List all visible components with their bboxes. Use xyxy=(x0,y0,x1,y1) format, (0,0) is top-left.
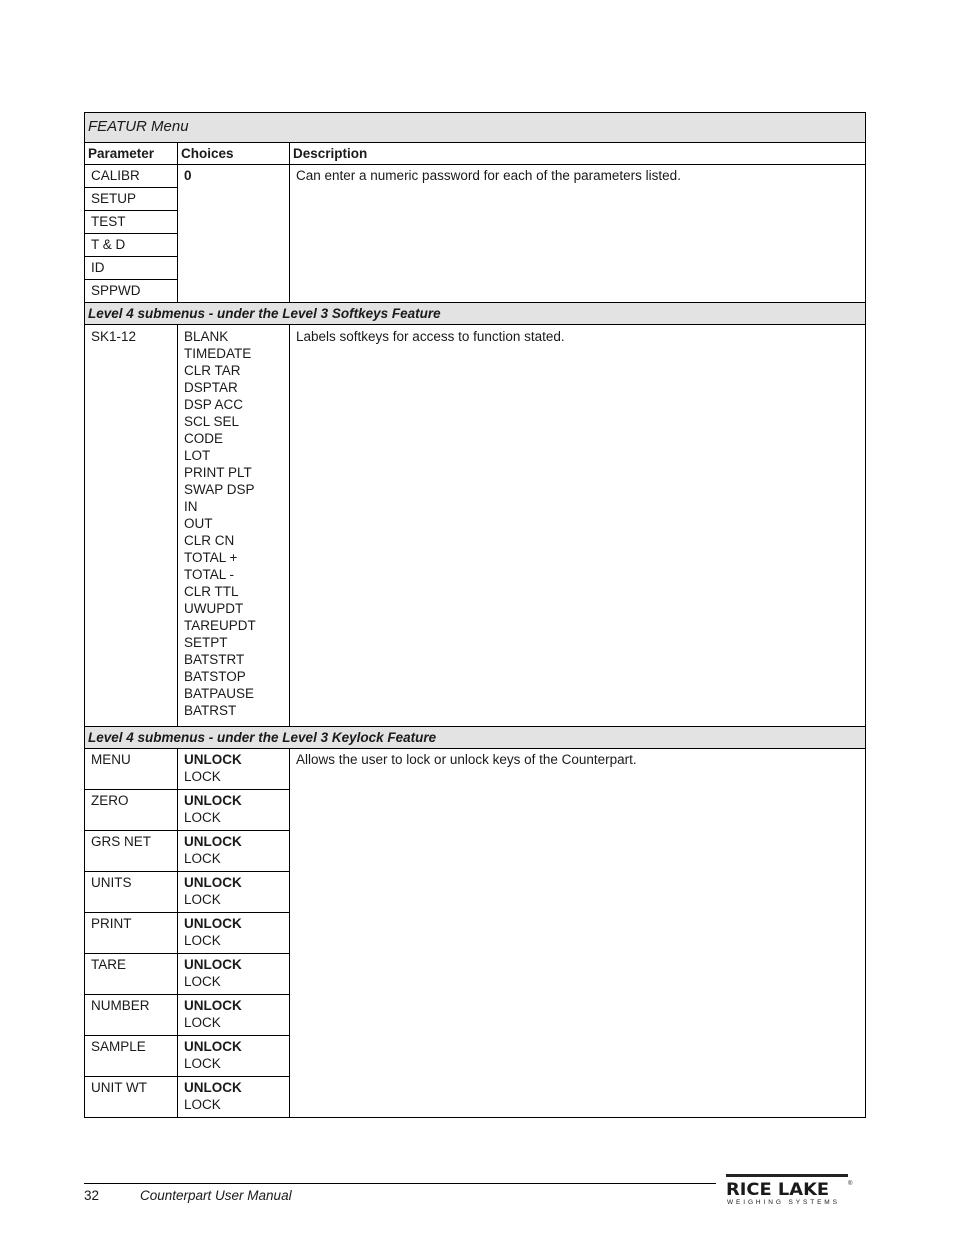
description-cell: Can enter a numeric password for each of the parameters listed. xyxy=(290,165,866,303)
header-choices: Choices xyxy=(178,143,290,165)
param-cell: TEST xyxy=(85,211,178,234)
table-row xyxy=(85,325,866,727)
rice-lake-logo xyxy=(722,1174,854,1208)
logo-subtitle: WEIGHING SYSTEMS xyxy=(727,1199,840,1206)
choice-item: PRINT PLT xyxy=(184,465,252,480)
choice-cell xyxy=(178,1077,290,1118)
choice-lock: LOCK xyxy=(184,769,221,784)
table-header-row xyxy=(85,143,866,165)
featur-menu-table xyxy=(84,112,866,1118)
choice-unlock: UNLOCK xyxy=(184,752,242,767)
choices-list xyxy=(178,325,290,727)
choice-item: IN xyxy=(184,499,198,514)
choice-item: CLR TTL xyxy=(184,584,239,599)
choice-lock: LOCK xyxy=(184,851,221,866)
header-parameter: Parameter xyxy=(85,143,178,165)
param-cell: SAMPLE xyxy=(85,1036,178,1077)
param-cell: ZERO xyxy=(85,790,178,831)
choice-item: CLR TAR xyxy=(184,363,241,378)
param-cell: T & D xyxy=(85,234,178,257)
choice-item: TOTAL + xyxy=(184,550,238,565)
choice-item: UWUPDT xyxy=(184,601,244,616)
choice-cell xyxy=(178,831,290,872)
choice-cell xyxy=(178,1036,290,1077)
choice-item: SCL SEL xyxy=(184,414,240,429)
manual-title: Counterpart User Manual xyxy=(140,1188,292,1203)
choice-cell xyxy=(178,790,290,831)
choice-lock: LOCK xyxy=(184,1097,221,1112)
header-description: Description xyxy=(290,143,866,165)
choice-item: SETPT xyxy=(184,635,228,650)
choice-item: BATSTOP xyxy=(184,669,246,684)
choice-item: CODE xyxy=(184,431,224,446)
choice-item: CLR CN xyxy=(184,533,235,548)
choice-lock: LOCK xyxy=(184,1015,221,1030)
choice-item: BATSTRT xyxy=(184,652,245,667)
choice-unlock: UNLOCK xyxy=(184,1080,242,1095)
param-cell: NUMBER xyxy=(85,995,178,1036)
choice-item: OUT xyxy=(184,516,213,531)
choice-item: TIMEDATE xyxy=(184,346,252,361)
choice-item: TOTAL - xyxy=(184,567,235,582)
choice-item: DSPTAR xyxy=(184,380,238,395)
param-cell: PRINT xyxy=(85,913,178,954)
choice-item: BATPAUSE xyxy=(184,686,255,701)
logo-wordmark: RICE LAKE xyxy=(726,1180,830,1200)
choice-cell: 0 xyxy=(178,165,290,303)
choice-item: DSP ACC xyxy=(184,397,244,412)
choice-item: TAREUPDT xyxy=(184,618,256,633)
footer-rule xyxy=(84,1183,716,1184)
choice-unlock: UNLOCK xyxy=(184,793,242,808)
choice-lock: LOCK xyxy=(184,974,221,989)
section-header-keylock: Level 4 submenus - under the Level 3 Keylock Feature xyxy=(85,727,866,749)
logo-bar xyxy=(726,1174,848,1177)
param-cell: MENU xyxy=(85,749,178,790)
param-cell: TARE xyxy=(85,954,178,995)
choice-unlock: UNLOCK xyxy=(184,998,242,1013)
choice-lock: LOCK xyxy=(184,892,221,907)
choice-cell xyxy=(178,872,290,913)
choice-cell xyxy=(178,995,290,1036)
section-header-softkeys: Level 4 submenus - under the Level 3 Softkeys Feature xyxy=(85,303,866,325)
choice-lock: LOCK xyxy=(184,810,221,825)
choice-cell xyxy=(178,913,290,954)
description-cell: Labels softkeys for access to function stated. xyxy=(290,325,866,727)
choice-item: LOT xyxy=(184,448,211,463)
table-row xyxy=(85,749,866,790)
choice-item: BATRST xyxy=(184,703,237,718)
choice-item: SWAP DSP xyxy=(184,482,255,497)
choice-unlock: UNLOCK xyxy=(184,916,242,931)
page-number: 32 xyxy=(84,1188,100,1203)
choice-cell xyxy=(178,954,290,995)
param-cell: CALIBR xyxy=(85,165,178,188)
param-cell: UNIT WT xyxy=(85,1077,178,1118)
param-cell: SPPWD xyxy=(85,280,178,303)
description-cell: Allows the user to lock or unlock keys of the Counterpart. xyxy=(290,749,866,1118)
param-cell: ID xyxy=(85,257,178,280)
choice-unlock: UNLOCK xyxy=(184,834,242,849)
choice-unlock: UNLOCK xyxy=(184,1039,242,1054)
choice-unlock: UNLOCK xyxy=(184,957,242,972)
choice-lock: LOCK xyxy=(184,1056,221,1071)
param-cell: SK1-12 xyxy=(85,325,178,727)
choice-cell xyxy=(178,749,290,790)
logo-registered-mark: ® xyxy=(848,1181,853,1187)
param-cell: GRS NET xyxy=(85,831,178,872)
table-row xyxy=(85,165,866,188)
table-title: FEATUR Menu xyxy=(85,113,866,143)
choice-item: BLANK xyxy=(184,329,229,344)
choice-unlock: UNLOCK xyxy=(184,875,242,890)
choice-lock: LOCK xyxy=(184,933,221,948)
param-cell: SETUP xyxy=(85,188,178,211)
param-cell: UNITS xyxy=(85,872,178,913)
